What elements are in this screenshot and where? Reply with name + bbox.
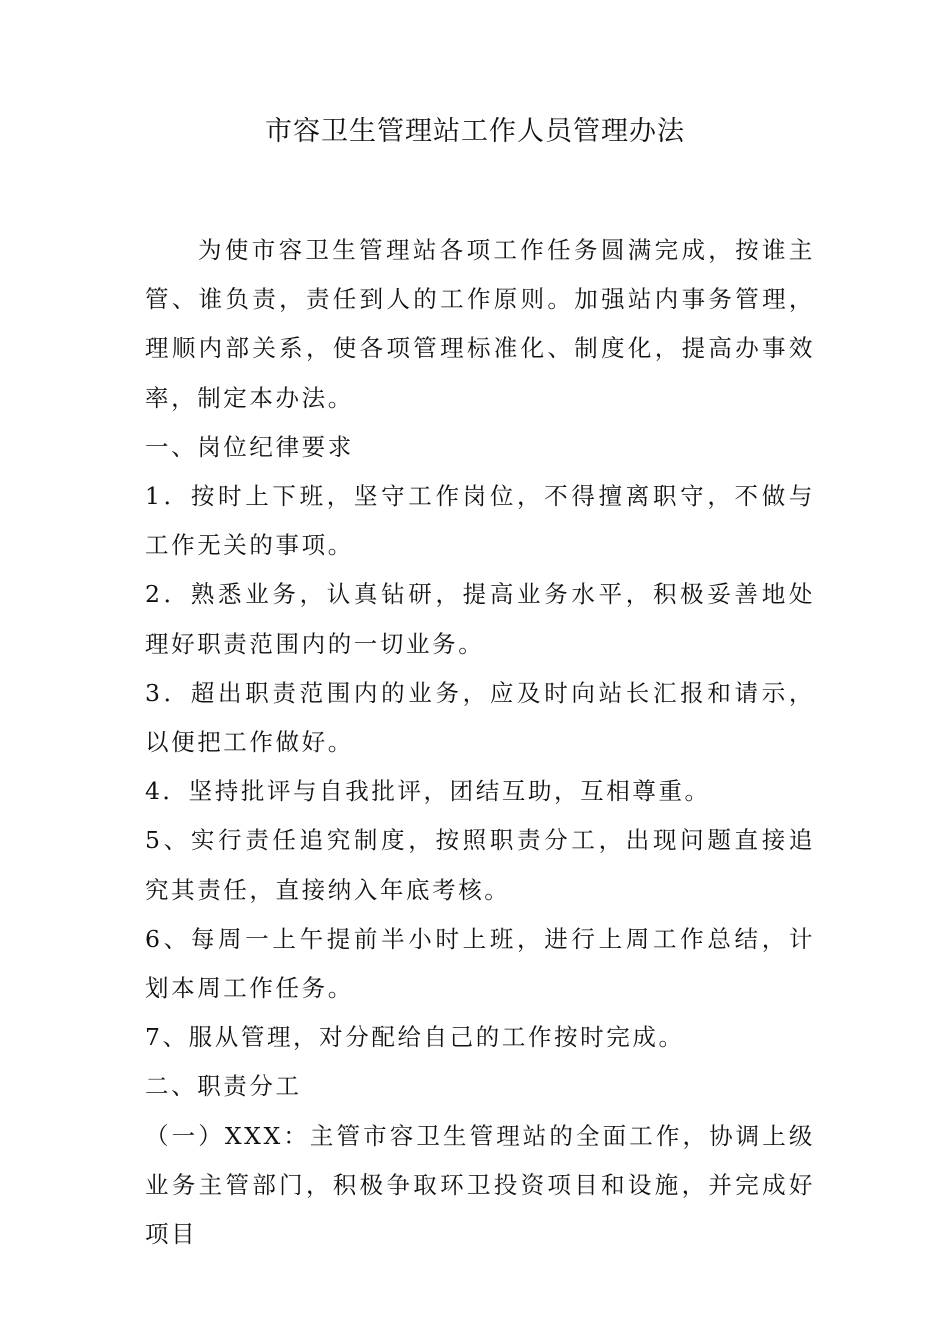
- document-title: 市容卫生管理站工作人员管理办法: [265, 116, 685, 147]
- discipline-item-1: 1．按时上下班，坚守工作岗位，不得擅离职守，不做与工作无关的事项。: [145, 482, 815, 560]
- section-heading-discipline: 一、岗位纪律要求: [145, 432, 354, 461]
- discipline-item-2: 2．熟悉业务，认真钻研，提高业务水平，积极妥善地处理好职责范围内的一切业务。: [145, 580, 815, 658]
- discipline-item-3: 3．超出职责范围内的业务，应及时向站长汇报和请示，以便把工作做好。: [145, 678, 815, 757]
- discipline-item-5: 5、实行责任追究制度，按照职责分工，出现问题直接追究其责任，直接纳入年底考核。: [145, 826, 815, 904]
- intro-paragraph: 为使市容卫生管理站各项工作任务圆满完成，按谁主管、谁负责，责任到人的工作原则。加强站内事务管理，理顺内部关系，使各项管理标准化、制度化，提高办事效率，制定本办法。: [145, 236, 815, 412]
- discipline-item-7: 7、服从管理，对分配给自己的工作按时完成。: [145, 1023, 685, 1052]
- discipline-item-4: 4．坚持批评与自我批评，团结互助，互相尊重。: [145, 777, 711, 806]
- section-heading-duties: 二、职责分工: [145, 1072, 302, 1101]
- discipline-item-6: 6、每周一上午提前半小时上班，进行上周工作总结，计划本周工作任务。: [145, 924, 815, 1003]
- duty-item-1: （一）XXX：主管市容卫生管理站的全面工作，协调上级业务主管部门，积极争取环卫投资项目和设施，并完成好项目: [145, 1121, 815, 1249]
- document-body: [145, 226, 815, 1259]
